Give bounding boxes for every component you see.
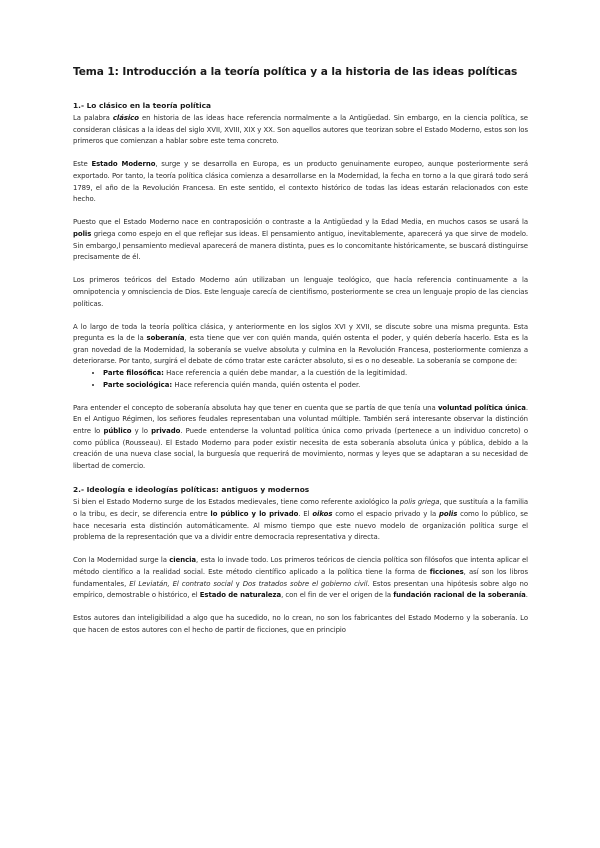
paragraph-6: Para entender el concepto de soberanía absoluta hay que tener en cuenta que se partía de que tenía una voluntad política única. En el Antiguo Régimen, los señores feudales representaban una voluntad múltiple. También será interesante observar la distinción entre lo público y lo privado. Puede entenderse la voluntad política única como privada (pertenece a un individuo concreto) o como pública (Rousseau). El Estado Moderno para poder existir necesita de esta soberanía absoluta única y pública, debido a la creación de una nueva clase social, la burguesía que requerirá de movimiento, normas y leyes que se adaptaran a su necesidad de libertad de comercio.	[73, 403, 529, 470]
paragraph-4: Los primeros teóricos del Estado Moderno aún utilizaban un lenguaje teológico, que hacía referencia continuamente a la omnipotencia y omnisciencia de Dios. Este lenguaje carecía de cientifismo, posteriormente se crea un lenguaje propio de las ciencias políticas.	[73, 276, 528, 308]
document-title: Tema 1: Introducción a la teoría política y a la historia de las ideas políticas	[73, 66, 518, 78]
paragraph-2: Este Estado Moderno, surge y se desarrolla en Europa, es un producto genuinamente europeo, aunque posteriormente será exportado. Por tanto, la teoría política clásica comienza a desarrollarse en la Modernidad, la fecha en torno a la que girará todo será 1789, el año de la Revolución Francesa. En este sentido, el contexto histórico de todas las ideas estarán relacionados con este hecho.	[73, 160, 528, 204]
paragraph-7: Si bien el Estado Moderno surge de los Estados medievales, tiene como referente axiológico la polis griega, que sustituía a la familia o la tribu, es decir, se diferencia entre lo público y lo privado. El oikos como el espacio privado y la polis como lo público, se hace necesaria esta distinción automáticamente. Al mismo tiempo que este nuevo modelo de organización política surge el problema de la representación que va a dividir entre democracia representativa y directa.	[73, 498, 528, 542]
list-item: • Parte filosófica: Hace referencia a quién debe mandar, a la cuestión de la legitimidad.	[103, 368, 528, 380]
paragraph-9: Estos autores dan inteligibilidad a algo que ha sucedido, no lo crean, no son los fabricantes del Estado Moderno y la soberanía. Lo que hacen de estos autores con el hecho de partir de ficciones, que en principio	[73, 614, 528, 634]
bullet-list	[73, 368, 528, 391]
section-heading-1: 1.- Lo clásico en la teoría política	[73, 101, 211, 110]
section-heading-2: 2.- Ideología e ideologías políticas: antiguos y modernos	[73, 485, 310, 495]
paragraph-3: Puesto que el Estado Moderno nace en contraposición o contraste a la Antigüedad y la Edad Media, en muchos casos se usará la polis griega como espejo en el que reflejar sus ideas. El pensamiento antiguo, inevitablemente, aparecerá ya que sirve de modelo. Sin embargo,l pensamiento medieval aparecerá de manera distinta, pues es lo concomitante históricamente, se buscará distinguirse precisamente de él.	[73, 218, 528, 262]
paragraph-1: La palabra clásico en historia de las ideas hace referencia normalmente a la Antigüedad. Sin embargo, en la ciencia política, se consideran clásicas a la ideas del siglo XVII, XVIII, XIX y XX. Son aquellos autores que teorizan sobre el Estado Moderno, estos son los primeros que comienzan a hablar sobre este tema concreto.	[73, 114, 528, 146]
list-item: • Parte sociológica: Hace referencia quién manda, quién ostenta el poder.	[103, 380, 528, 392]
paragraph-5: A lo largo de toda la teoría política clásica, y anteriormente en los siglos XVI y XVII, se discute sobre una misma pregunta. Esta pregunta es la de la soberanía, esta tiene que ver con quién manda, quién ostenta el poder, y quién debería hacerlo. Esta es la gran novedad de la Modernidad, la soberanía se vuelve absoluta y culmina en la Revolución Francesa, posteriormente comienza a deteriorarse. Por tanto, surgirá el debate de cómo tratar este carácter absoluto, si es o no deseable. La soberanía se compone de:	[73, 322, 528, 366]
paragraph-8: Con la Modernidad surge la ciencia, esta lo invade todo. Los primeros teóricos de ciencia política son filósofos que intenta aplicar el método científico a la realidad social. Este método científico aplicado a la política tiene la forma de ficciones, así son los libros fundamentales, El Leviatán, El contrato social y Dos tratados sobre el gobierno civil. Estos presentan una hipótesis sobre algo no empírico, demostrable o histórico, el Estado de naturaleza, con el fin de ver el origen de la fundación racional de la soberanía.	[73, 556, 529, 600]
